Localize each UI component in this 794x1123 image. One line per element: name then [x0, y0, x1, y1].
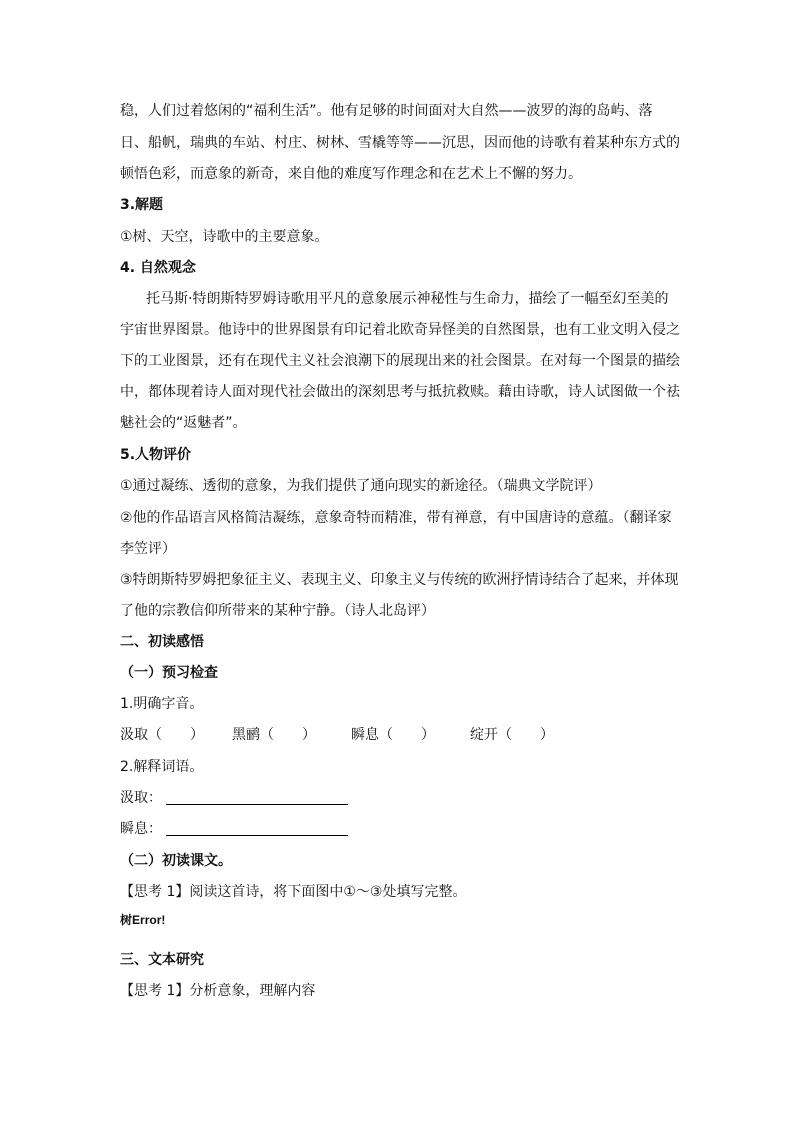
pronunciation-item: 绽开（ ）: [470, 727, 554, 743]
review-3-line-1: ③特朗斯特罗姆把象征主义、表现主义、印象主义与传统的欧洲抒情诗结合了起来，并体现: [120, 572, 679, 588]
intro-line-2: 日、船帆，瑞典的车站、村庄、树林、雪橇等等——沉思，因而他的诗歌有着某种东方式的: [120, 135, 680, 151]
term-label: 汲取：: [120, 790, 162, 806]
section-4-line-2: 宇宙世界图景。他诗中的世界图景有印记着北欧奇异怪美的自然图景，也有工业文明入侵之: [120, 322, 680, 338]
review-1: ①通过凝练、透彻的意象，为我们提供了通向现实的新途径。（瑞典文学院评）: [120, 478, 602, 494]
review-2-line-1: ②他的作品语言风格简洁凝练，意象奇特而精准，带有禅意，有中国唐诗的意蕴。（翻译家: [120, 510, 672, 526]
part-2-heading: 二、初读感悟: [120, 634, 204, 650]
review-3-line-2: 了他的宗教信仰所带来的某种宁静。（诗人北岛评）: [120, 603, 435, 619]
section-heading-5: 5.人物评价: [120, 447, 192, 463]
intro-line-3: 顿悟色彩，而意象的新奇，来自他的难度写作理念和在艺术上不懈的努力。: [120, 166, 582, 182]
question-2: 2.解释词语。: [120, 759, 204, 775]
section-3-text: ①树、天空，诗歌中的主要意象。: [120, 229, 329, 245]
error-prefix: 树: [120, 913, 133, 927]
answer-blank[interactable]: [166, 821, 348, 836]
answer-blank[interactable]: [166, 790, 348, 805]
part-2-subheading-1: （一）预习检查: [120, 665, 218, 681]
question-1: 1.明确字音。: [120, 696, 204, 712]
section-heading-4: 4. 自然观念: [120, 260, 196, 276]
section-4-line-4: 中，都体现着诗人面对现代社会做出的深刻思考与抵抗救赎。藉由诗歌，诗人试图做一个祛: [120, 384, 680, 400]
term-row: [120, 788, 348, 808]
think-prompt-analysis: 【思考 1】分析意象，理解内容: [120, 983, 316, 999]
think-prompt-1: 【思考 1】阅读这首诗，将下面图中①～③处填写完整。: [120, 884, 467, 900]
part-2-subheading-2: （二）初读课文。: [120, 853, 232, 869]
pronunciation-item: 黑鹂（ ）: [232, 727, 316, 743]
intro-line-1: 稳，人们过着悠闲的“福利生活”。他有足够的时间面对大自然——波罗的海的岛屿、落: [120, 103, 653, 119]
part-3-heading: 三、文本研究: [120, 952, 204, 968]
section-4-line-3: 下的工业图景，还有在现代主义社会浪潮下的展现出来的社会图景。在对每一个图景的描绘: [120, 353, 680, 369]
term-label: 瞬息：: [120, 821, 162, 837]
error-line: [120, 910, 165, 930]
section-4-line-5: 魅社会的“返魅者”。: [120, 415, 247, 431]
error-text: Error!: [132, 913, 166, 927]
term-row: [120, 819, 348, 839]
pronunciation-item: 汲取（ ）: [120, 727, 204, 743]
section-heading-3: 3.解题: [120, 197, 164, 213]
review-2-line-2: 李笠评）: [120, 541, 176, 557]
pronunciation-item: 瞬息（ ）: [351, 727, 435, 743]
section-4-line-1: 托马斯·特朗斯特罗姆诗歌用平凡的意象展示神秘性与生命力，描绘了一幅至幻至美的: [146, 291, 669, 307]
